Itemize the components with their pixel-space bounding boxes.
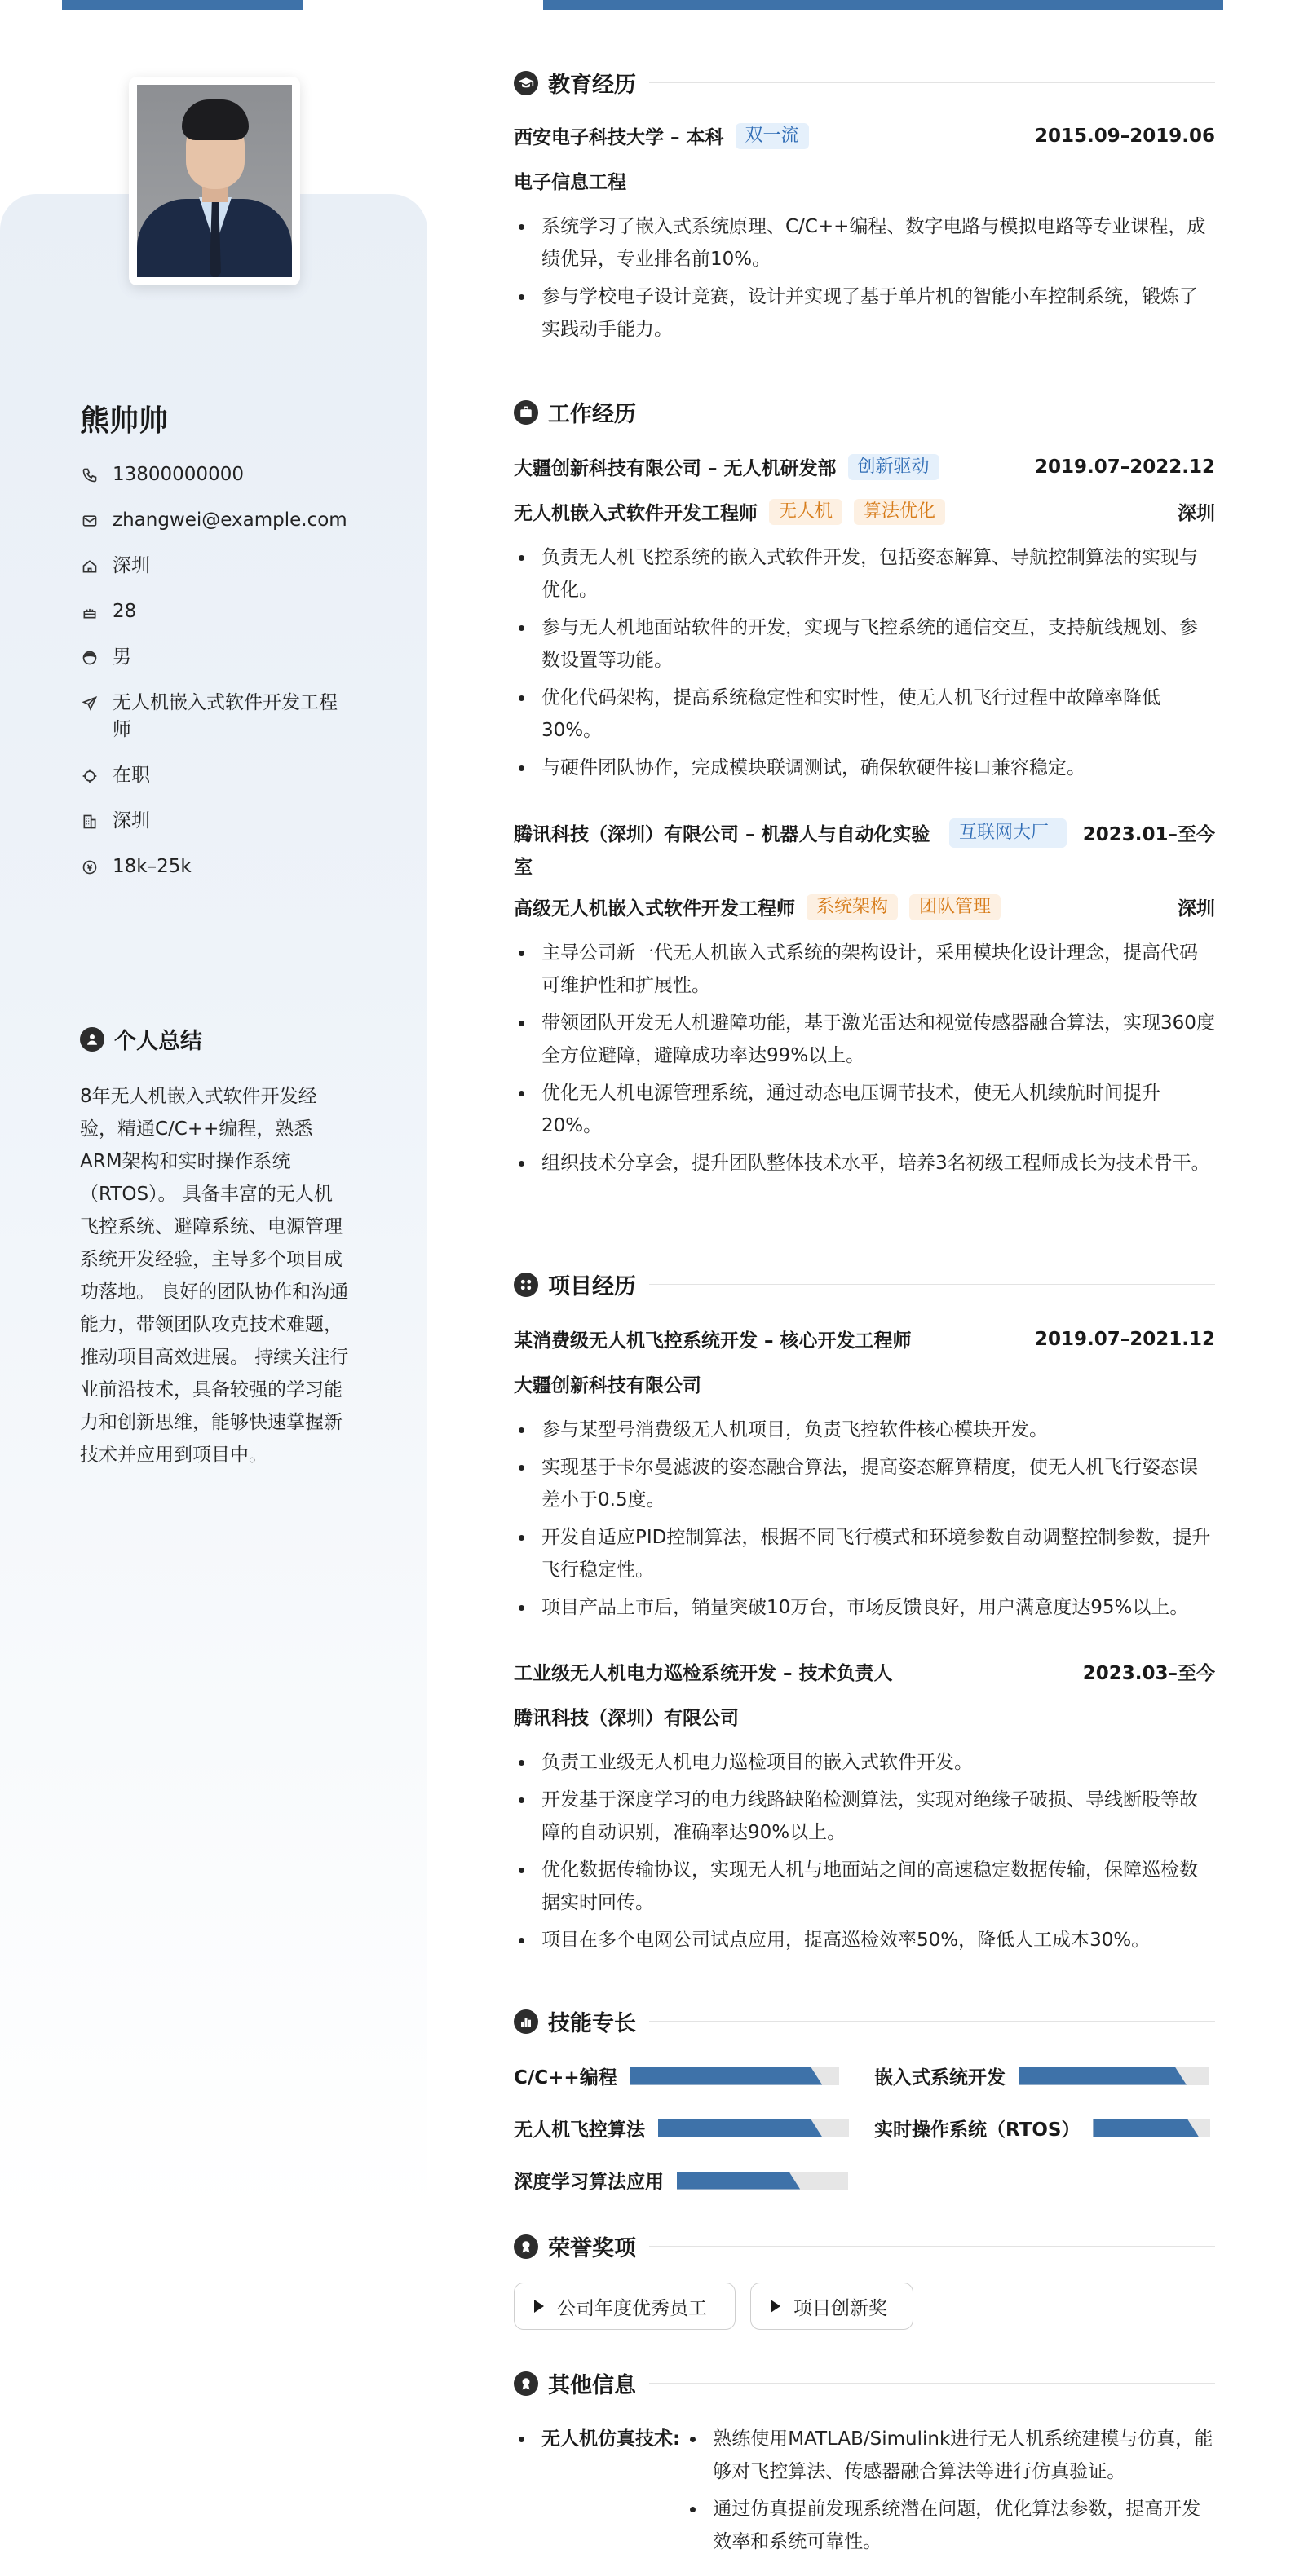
list-item: 组织技术分享会，提升团队整体技术水平，培养3名初级工程师成长为技术骨干。: [514, 1147, 1215, 1180]
info-gender: 男: [80, 644, 349, 671]
list-item: 项目产品上市后，销量突破10万台，市场反馈良好，用户满意度达95%以上。: [514, 1591, 1215, 1624]
skill-item: [874, 2115, 1210, 2142]
role-tag: 团队管理: [909, 894, 1001, 920]
project-bullets: [514, 1414, 1215, 1624]
skills-title: 技能专长: [548, 2011, 636, 2036]
list-item: 通过仿真提前发现系统潜在问题，优化算法参数，提高开发效率和系统可靠性。: [685, 2493, 1215, 2558]
gender-icon: [80, 644, 99, 671]
projects-title: 项目经历: [548, 1274, 636, 1299]
summary-text: 8年无人机嵌入式软件开发经验，精通C/C++编程，熟悉ARM架构和实时操作系统（RTOS）。 具备丰富的无人机飞控系统、避障系统、电源管理系统开发经验，主导多个项目成功落地。 良好的团队协作和沟通能力，带领团队攻克技术难题，推动项目高效进展。 持续关注行业前沿技术，具备较强的学习能力和创新思维，能够快速掌握新技术并应用到项目中。: [80, 1086, 349, 1466]
briefcase-icon: [514, 400, 538, 425]
summary-title: 个人总结: [114, 1029, 202, 1054]
role-tag: 无人机: [769, 499, 842, 525]
project-org: 大疆创新科技有限公司: [514, 1375, 701, 1396]
list-item: 项目在多个电网公司试点应用，提高巡检效率50%，降低人工成本30%。: [514, 1924, 1215, 1956]
project-org: 腾讯科技（深圳）有限公司: [514, 1708, 739, 1729]
play-icon: [771, 2300, 780, 2313]
skill-name: 嵌入式系统开发: [874, 2067, 1006, 2089]
job-date: 2019.07–2022.12: [1034, 456, 1215, 478]
skill-item: [514, 2167, 848, 2194]
education-date: 2015.09–2019.06: [1034, 125, 1215, 147]
education-entry: [514, 122, 1215, 351]
project-date: 2019.07–2021.12: [1034, 1328, 1215, 1350]
status-icon: [80, 762, 99, 789]
cake-icon: [80, 598, 99, 625]
user-icon: [80, 1027, 104, 1052]
section-divider: [649, 82, 1215, 83]
skill-bar: [1019, 2067, 1209, 2085]
info-status: 在职: [80, 762, 349, 789]
skill-fill: [1093, 2119, 1199, 2137]
list-item: 参与学校电子设计竞赛，设计并实现了基于单片机的智能小车控制系统，锻炼了实践动手能力。: [514, 280, 1215, 346]
education-bullets: [514, 210, 1215, 346]
section-divider: [649, 1284, 1215, 1285]
project-name: 工业级无人机电力巡检系统开发 – 技术负责人: [514, 1663, 893, 1684]
project-entry-1: [514, 1325, 1215, 1629]
education-section-header: [514, 67, 1215, 99]
job-bullets: [514, 541, 1215, 784]
skill-bar: [1093, 2119, 1210, 2137]
home-icon: [80, 553, 99, 580]
job-bullets: [514, 937, 1215, 1180]
list-item: 主导公司新一代无人机嵌入式系统的架构设计，采用模块化设计理念，提高代码可维护性和扩展性。: [514, 937, 1215, 1002]
list-item: 优化代码架构，提高系统稳定性和实时性，使无人机飞行过程中故障率降低30%。: [514, 681, 1215, 747]
list-item: 参与某型号消费级无人机项目，负责飞控软件核心模块开发。: [514, 1414, 1215, 1446]
top-accent-bar-right: [543, 0, 1223, 10]
awards-title: 荣誉奖项: [548, 2236, 636, 2261]
section-divider: [649, 2021, 1215, 2022]
chart-icon: [514, 2009, 538, 2034]
skill-bar: [658, 2119, 849, 2137]
role-tag: 系统架构: [807, 894, 898, 920]
list-item: 带领团队开发无人机避障功能，基于激光雷达和视觉传感器融合算法，实现360度全方位避障，避障成功率达99%以上。: [514, 1007, 1215, 1072]
phone-icon: [80, 461, 99, 488]
project-name: 某消费级无人机飞控系统开发 – 核心开发工程师: [514, 1330, 912, 1352]
award-badge: 公司年度优秀员工: [514, 2283, 736, 2330]
awards-section-header: [514, 2230, 1215, 2262]
list-item: 开发基于深度学习的电力线路缺陷检测算法，实现对绝缘子破损、导线断股等故障的自动识别，准确率达90%以上。: [514, 1784, 1215, 1849]
project-entry-2: [514, 1658, 1215, 1961]
grid-icon: [514, 1273, 538, 1297]
list-item: 参与无人机地面站软件的开发，实现与飞控系统的通信交互，支持航线规划、参数设置等功能。: [514, 611, 1215, 677]
role-tag: 算法优化: [854, 499, 945, 525]
contact-info-list: [80, 461, 349, 899]
job-entry-1: [514, 453, 1215, 789]
list-item: 负责无人机飞控系统的嵌入式软件开发，包括姿态解算、导航控制算法的实现与优化。: [514, 541, 1215, 607]
company-name: 腾讯科技（深圳）有限公司 – 机器人与自动化实验室: [514, 824, 930, 878]
section-divider: [649, 2383, 1215, 2384]
mail-icon: [80, 507, 99, 534]
info-salary: 18k–25k: [80, 854, 349, 880]
company-tag: 创新驱动: [848, 454, 939, 480]
summary-section-header: [80, 1023, 349, 1055]
skill-fill: [677, 2172, 800, 2190]
skill-fill: [1019, 2067, 1187, 2085]
skills-section-header: [514, 2005, 1215, 2037]
list-item: 优化数据传输协议，实现无人机与地面站之间的高速稳定数据传输，保障巡检数据实时回传。: [514, 1854, 1215, 1919]
avatar: [129, 77, 300, 285]
info-email: zhangwei@example.com: [80, 507, 349, 534]
list-item: 系统学习了嵌入式系统原理、C/C++编程、数字电路与模拟电路等专业课程，成绩优异，专业排名前10%。: [514, 210, 1215, 276]
skill-bar: [677, 2172, 848, 2190]
info-work-city: 深圳: [80, 808, 349, 835]
major: 电子信息工程: [514, 172, 626, 193]
job-role: 高级无人机嵌入式软件开发工程师: [514, 898, 795, 920]
graduation-cap-icon: [514, 71, 538, 95]
skill-fill: [658, 2119, 822, 2137]
skill-item: [514, 2062, 839, 2089]
send-icon: [80, 690, 99, 717]
other-bullets: [685, 2423, 1215, 2563]
medal-icon: [514, 2234, 538, 2259]
award-badge: 项目创新奖: [750, 2283, 913, 2330]
list-item: 开发自适应PID控制算法，根据不同飞行模式和环境参数自动调整控制参数，提升飞行稳定性。: [514, 1521, 1215, 1586]
job-date: 2023.01–至今: [1082, 824, 1215, 845]
info-badge-icon: [514, 2371, 538, 2396]
info-age: 28: [80, 598, 349, 625]
skill-item: [874, 2062, 1209, 2089]
skill-name: 实时操作系统（RTOS）: [874, 2119, 1081, 2141]
skill-item: [514, 2115, 849, 2142]
skill-name: C/C++编程: [514, 2067, 617, 2089]
work-title: 工作经历: [548, 402, 636, 427]
skill-name: 无人机飞控算法: [514, 2119, 645, 2141]
other-section-header: [514, 2367, 1215, 2399]
job-city: 深圳: [1178, 503, 1215, 524]
list-item: 优化无人机电源管理系统，通过动态电压调节技术，使无人机续航时间提升20%。: [514, 1077, 1215, 1142]
building-icon: [80, 808, 99, 835]
list-item: 负责工业级无人机电力巡检项目的嵌入式软件开发。: [514, 1746, 1215, 1779]
school-tag: 双一流: [736, 123, 809, 149]
info-job-title: 无人机嵌入式软件开发工程师: [80, 690, 349, 743]
project-bullets: [514, 1746, 1215, 1956]
company-name: 大疆创新科技有限公司 – 无人机研发部: [514, 458, 837, 479]
info-phone: 13800000000: [80, 461, 349, 488]
top-accent-bar-left: [62, 0, 303, 10]
list-item: 熟练使用MATLAB/Simulink进行无人机系统建模与仿真，能够对飞控算法、传感器融合算法等进行仿真验证。: [685, 2423, 1215, 2488]
skill-name: 深度学习算法应用: [514, 2172, 664, 2193]
list-item: 与硬件团队协作，完成模块联调测试，确保软硬件接口兼容稳定。: [514, 752, 1215, 784]
other-label: 无人机仿真技术:: [514, 2423, 680, 2563]
company-tag: 互联网大厂: [949, 818, 1067, 848]
skill-bar: [630, 2067, 839, 2085]
job-entry-2: [514, 818, 1215, 1184]
play-icon: [534, 2300, 544, 2313]
job-role: 无人机嵌入式软件开发工程师: [514, 503, 758, 524]
profile-name: 熊帅帅: [80, 404, 169, 438]
list-item: 实现基于卡尔曼滤波的姿态融合算法，提高姿态解算精度，使无人机飞行姿态误差小于0.5度。: [514, 1451, 1215, 1516]
profile-photo: [137, 85, 292, 277]
info-location: 深圳: [80, 553, 349, 580]
projects-section-header: [514, 1268, 1215, 1300]
salary-icon: [80, 854, 99, 880]
job-city: 深圳: [1178, 898, 1215, 920]
section-divider: [649, 2246, 1215, 2247]
skill-fill: [630, 2067, 823, 2085]
education-title: 教育经历: [548, 73, 636, 98]
other-info: [514, 2423, 1215, 2563]
other-title: 其他信息: [548, 2373, 636, 2398]
project-date: 2023.03–至今: [1082, 1663, 1215, 1684]
school-name: 西安电子科技大学 – 本科: [514, 127, 724, 148]
work-section-header: [514, 396, 1215, 428]
